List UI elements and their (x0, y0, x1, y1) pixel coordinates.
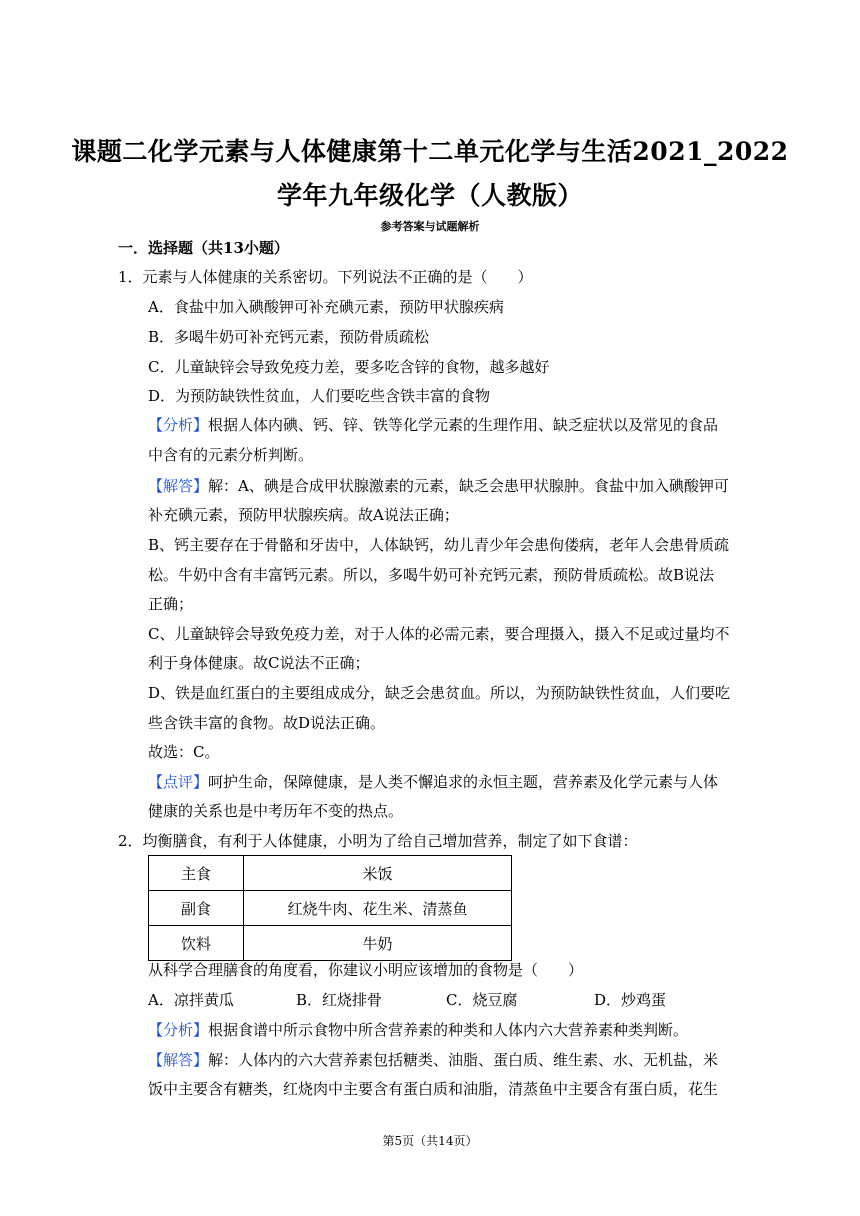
answer-line: 补充碘元素，预防甲状腺疾病。故A说法正确； (148, 506, 459, 524)
answer-line: 些含铁丰富的食物。故D说法正确。 (148, 714, 386, 732)
question-1-stem: 1．元素与人体健康的关系密切。下列说法不正确的是（ ） (118, 268, 533, 286)
comment-text: 呵护生命，保障健康，是人类不懈追求的永恒主题，营养素及化学元素与人体 (208, 773, 719, 791)
page-footer: 第5页（共14页） (382, 1134, 478, 1148)
answer-text: 解：人体内的六大营养素包括糖类、油脂、蛋白质、维生素、水、无机盐，米 (208, 1051, 719, 1069)
answer-line: D、铁是血红蛋白的主要组成成分，缺乏会患贫血。所以，为预防缺铁性贫血，人们要吃 (148, 684, 731, 702)
table-cell: 牛奶 (244, 926, 512, 961)
answer-line: 饭中主要含有糖类，红烧肉中主要含有蛋白质和油脂，清蒸鱼中主要含有蛋白质，花生 (148, 1080, 719, 1098)
question-1-option-c: C．儿童缺锌会导致免疫力差，要多吃含锌的食物，越多越好 (148, 358, 550, 376)
comment-line: 健康的关系也是中考历年不变的热点。 (148, 802, 404, 820)
document-title-line1: 课题二化学元素与人体健康第十二单元化学与生活2021_2022 (71, 137, 789, 166)
answer-line: B、钙主要存在于骨骼和牙齿中，人体缺钙，幼儿青少年会患佝偻病，老年人会患骨质疏 (148, 536, 730, 554)
analysis-text: 根据食谱中所示食物中所含营养素的种类和人体内六大营养素种类判断。 (208, 1021, 689, 1039)
answer-line: 松。牛奶中含有丰富钙元素。所以，多喝牛奶可补充钙元素，预防骨质疏松。故B说法 (148, 566, 715, 584)
table-cell: 米饭 (244, 856, 512, 891)
answer-tag: 【解答】 (148, 477, 209, 495)
question-2-option-b: B．红烧排骨 (296, 991, 383, 1009)
question-2-option-c: C．烧豆腐 (446, 991, 518, 1009)
answer-line: 正确； (148, 595, 194, 613)
table-cell: 饮料 (149, 926, 244, 961)
table-cell: 副食 (149, 891, 244, 926)
question-2-analysis (148, 1020, 688, 1040)
answer-line: 利于身体健康。故C说法不正确； (148, 654, 370, 672)
question-2-option-a: A．凉拌黄瓜 (148, 991, 234, 1009)
document-subtitle: 参考答案与试题解析 (380, 220, 480, 233)
question-2-stem: 2．均衡膳食，有利于人体健康，小明为了给自己增加营养，制定了如下食谱： (118, 832, 638, 850)
question-2-option-d: D．炒鸡蛋 (594, 991, 667, 1009)
table-cell: 红烧牛肉、花生米、清蒸鱼 (244, 891, 512, 926)
question-2-answer (148, 1050, 718, 1070)
document-title-line2: 学年九年级化学（人教版） (276, 181, 583, 210)
question-1-answer (148, 476, 729, 496)
question-1-comment (148, 772, 718, 792)
question-1-option-b: B．多喝牛奶可补充钙元素，预防骨质疏松 (148, 328, 430, 346)
answer-text: 解：A、碘是合成甲状腺激素的元素，缺乏会患甲状腺肿。食盐中加入碘酸钾可 (208, 477, 729, 495)
answer-choice: 故选：C。 (148, 743, 220, 761)
answer-line: C、儿童缺锌会导致免疫力差，对于人体的必需元素，要合理摄入，摄入不足或过量均不 (148, 625, 730, 643)
answer-tag: 【解答】 (148, 1051, 209, 1069)
table-row (149, 926, 512, 961)
section-heading: 一．选择题（共13小题） (118, 239, 289, 257)
table-cell: 主食 (149, 856, 244, 891)
question-1-option-a: A．食盐中加入碘酸钾可补充碘元素，预防甲状腺疾病 (148, 298, 504, 316)
comment-tag: 【点评】 (148, 773, 209, 791)
table-row (149, 856, 512, 891)
analysis-text: 根据人体内碘、钙、锌、铁等化学元素的生理作用、缺乏症状以及常见的食品 (208, 416, 719, 434)
question-2-question: 从科学合理膳食的角度看，你建议小明应该增加的食物是（ ） (148, 961, 584, 979)
question-1-analysis (148, 415, 718, 435)
question-1-option-d: D．为预防缺铁性贫血，人们要吃些含铁丰富的食物 (148, 387, 491, 405)
analysis-tag: 【分析】 (148, 416, 209, 434)
diet-table (148, 855, 512, 961)
question-1-analysis-cont: 中含有的元素分析判断。 (148, 446, 314, 464)
table-row (149, 891, 512, 926)
analysis-tag: 【分析】 (148, 1021, 209, 1039)
